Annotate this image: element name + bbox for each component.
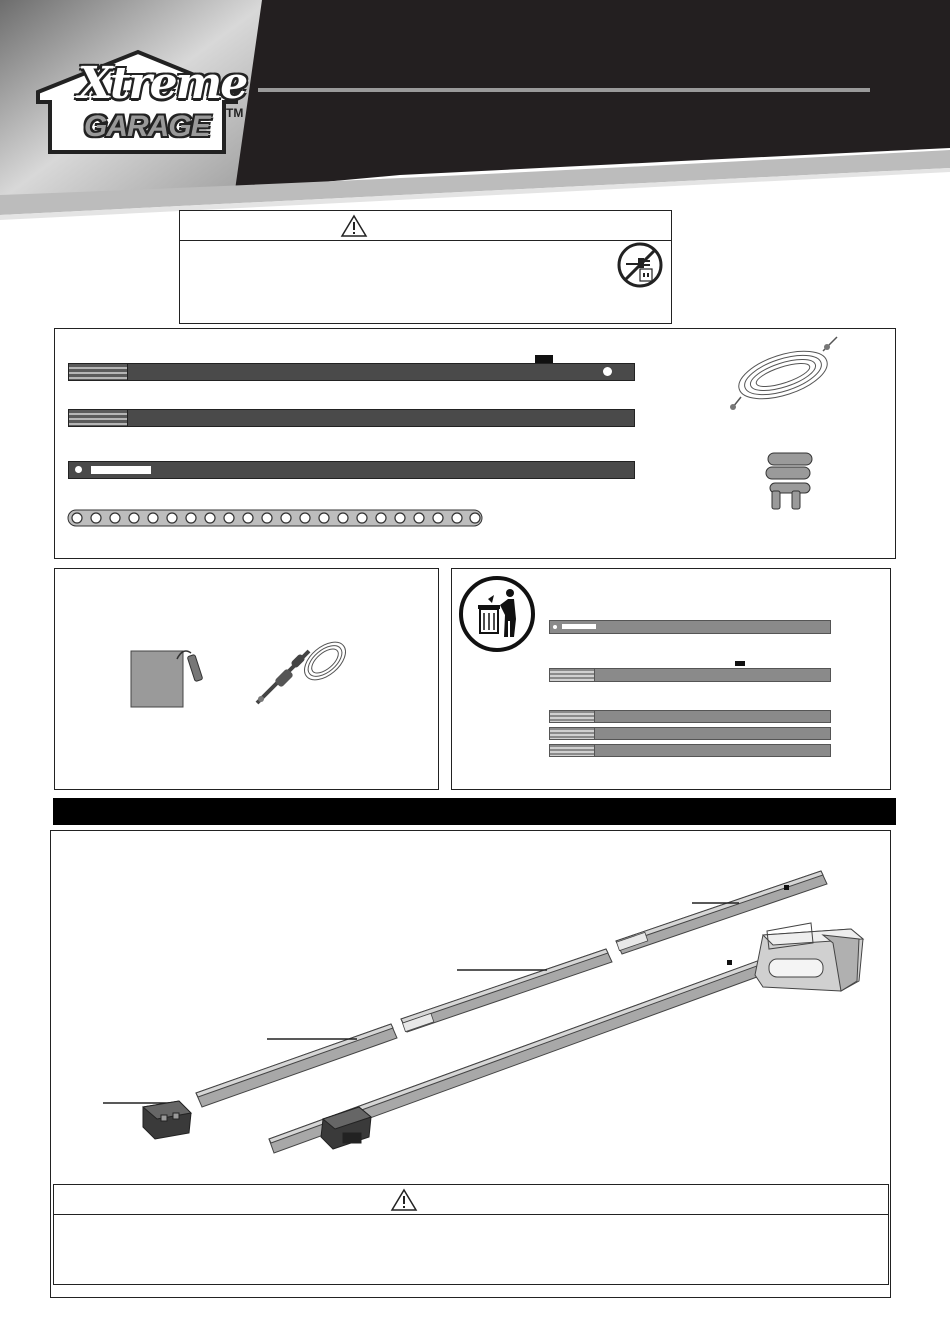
- warning-triangle-icon: [390, 1188, 418, 1212]
- coiled-cable-graphic: [727, 335, 843, 415]
- brand-logo: [34, 48, 247, 158]
- disposal-rail-mark-2: [735, 661, 745, 666]
- warning-header: [180, 211, 671, 241]
- disposal-rail-end-3: [549, 710, 595, 723]
- rail-end-2: [68, 409, 128, 427]
- logo-text-garage: GARAGE: [84, 110, 210, 143]
- section-heading-band: [53, 798, 896, 825]
- chain-graphic: [67, 507, 487, 529]
- warning-box-top: [179, 210, 672, 324]
- rail-end-1: [68, 363, 128, 381]
- disposal-rail-hole-1: [553, 625, 557, 629]
- disposal-rail-3: [594, 710, 831, 723]
- rail-section-3: [68, 461, 635, 479]
- rail-mark-1: [535, 355, 553, 363]
- disposal-rail-2: [594, 668, 831, 682]
- accessories-panel: [54, 568, 439, 790]
- hardware-bag-graphic: [129, 629, 211, 711]
- parts-panel: [54, 328, 896, 559]
- disposal-panel: [451, 568, 891, 790]
- dispose-trash-icon: [458, 575, 536, 653]
- disposal-rail-end-4: [549, 727, 595, 740]
- rail-hole-1: [603, 367, 612, 376]
- page-header: [0, 0, 950, 225]
- trolley-cable-graphic: [251, 623, 355, 709]
- logo-trademark: TM: [226, 106, 244, 120]
- master-link-graphic: [760, 449, 820, 511]
- logo-text-xtreme: Xtreme: [78, 58, 247, 109]
- disposal-rail-5: [594, 744, 831, 757]
- rail-section-2: [127, 409, 635, 427]
- disposal-rail-4: [594, 727, 831, 740]
- disposal-rail-end-2: [549, 668, 595, 682]
- assembly-panel: [50, 830, 891, 1298]
- rail-assembly-diagram: [51, 831, 889, 1183]
- disposal-rail-label-1: [562, 624, 596, 629]
- disposal-rail-end-5: [549, 744, 595, 757]
- warning-header-bottom: [54, 1185, 888, 1215]
- rail-section-1: [127, 363, 635, 381]
- rail-hole-3: [75, 466, 82, 473]
- warning-triangle-icon: [340, 214, 368, 238]
- rail-label-3: [91, 466, 151, 474]
- warning-box-bottom: [53, 1184, 889, 1285]
- no-electric-plug-icon: [616, 241, 664, 289]
